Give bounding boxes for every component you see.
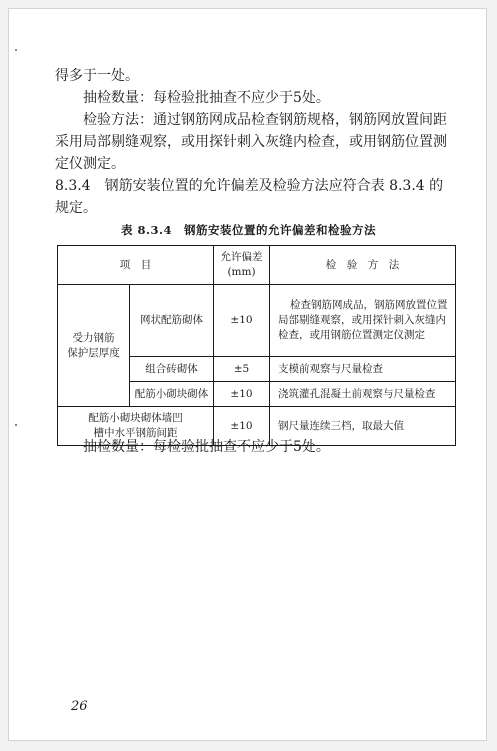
inspection-method-line-3: 定仪测定。 bbox=[55, 156, 125, 172]
group-cell-cover-thickness bbox=[58, 285, 130, 407]
header-deviation-unit: (mm) bbox=[227, 266, 256, 278]
scan-speck bbox=[15, 424, 17, 426]
inspection-method-line-1: 检验方法：通过钢筋网成品检查钢筋规格，钢筋网放置间距 bbox=[83, 112, 447, 128]
group-label-line-1: 受力钢筋 bbox=[72, 331, 115, 344]
item-line: 槽中水平钢筋间距 bbox=[93, 427, 178, 439]
item-cell: 组合砖砌体 bbox=[130, 357, 214, 382]
scan-speck bbox=[15, 49, 17, 51]
method-line: 检查钢筋网成品，钢筋网放置位置 bbox=[290, 299, 448, 311]
page-number: 26 bbox=[71, 699, 88, 714]
method-cell: 钢尺量连续三档，取最大值 bbox=[270, 407, 456, 446]
inspection-method-line-2: 采用局部剔缝观察，或用探针刺入灰缝内检查，或用钢筋位置测 bbox=[55, 134, 447, 150]
item-cell: 配筋小砌块砌体 bbox=[130, 382, 214, 407]
deviation-cell: ±10 bbox=[214, 285, 270, 357]
method-line: 局部剔缝观察，或用探针刺入灰缝内 bbox=[278, 314, 446, 326]
paragraph-continuation: 得多于一处。 bbox=[55, 68, 139, 84]
method-line: 检查，或用钢筋位置测定仪测定 bbox=[278, 329, 425, 341]
sampling-quantity-text-2: 抽检数量：每检验批抽查不应少于5处。 bbox=[83, 439, 330, 455]
item-line: 配筋小砌块砌体墙凹 bbox=[88, 412, 183, 424]
header-item: 项 目 bbox=[58, 246, 214, 285]
method-cell bbox=[270, 285, 456, 357]
table-caption: 表 8.3.4 钢筋安装位置的允许偏差和检验方法 bbox=[120, 223, 376, 237]
method-cell: 支模前观察与尺量检查 bbox=[270, 357, 456, 382]
header-deviation-label: 允许偏差 bbox=[220, 251, 263, 263]
document-page bbox=[8, 8, 487, 741]
deviation-cell: ±5 bbox=[214, 357, 270, 382]
clause-8-3-4-line-2: 规定。 bbox=[55, 200, 97, 216]
deviation-cell: ±10 bbox=[214, 382, 270, 407]
tolerance-table bbox=[57, 245, 456, 446]
table-row bbox=[58, 285, 456, 357]
table-header-row bbox=[58, 246, 456, 285]
method-cell: 浇筑灌孔混凝土前观察与尺量检查 bbox=[270, 382, 456, 407]
deviation-cell: ±10 bbox=[214, 407, 270, 446]
header-deviation bbox=[214, 246, 270, 285]
group-label-line-2: 保护层厚度 bbox=[67, 346, 120, 359]
sampling-quantity-text: 抽检数量：每检验批抽查不应少于5处。 bbox=[83, 90, 330, 106]
item-cell: 网状配筋砌体 bbox=[130, 285, 214, 357]
clause-8-3-4-line-1: 8.3.4 钢筋安装位置的允许偏差及检验方法应符合表 8.3.4 的 bbox=[55, 178, 444, 194]
header-method: 检 验 方 法 bbox=[270, 246, 456, 285]
